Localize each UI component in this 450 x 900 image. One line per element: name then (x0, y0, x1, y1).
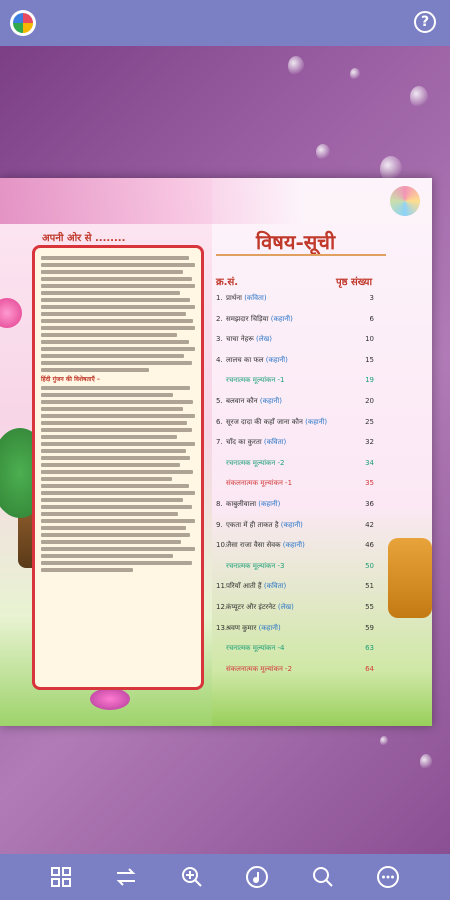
toc-row-number: 11. (216, 582, 228, 591)
toc-column-number: क्र.सं. (216, 277, 239, 288)
toc-row-page: 63 (365, 644, 374, 653)
toc-row[interactable] (216, 521, 388, 539)
toc-title: विषय-सूची (256, 230, 336, 254)
toc-row[interactable] (216, 665, 388, 683)
toc-row-page: 3 (369, 294, 374, 302)
toc-row-number: 3. (216, 335, 223, 344)
toc-row-number: 1. (216, 294, 223, 302)
top-bar (0, 0, 450, 46)
toc-row-title-text: एकता में ही ताकत है (226, 520, 279, 529)
toc-row[interactable] (216, 603, 388, 621)
toc-row-title (226, 562, 284, 571)
toc-row-page: 20 (365, 397, 374, 405)
zoom-in-icon (180, 865, 204, 889)
toc-row[interactable] (216, 335, 388, 353)
search-button[interactable] (310, 864, 336, 890)
water-drop (410, 86, 428, 108)
toc-row-page: 64 (365, 664, 374, 673)
toc-row-title-text: जैसा राजा वैसा सेवक (226, 541, 281, 550)
toc-row-title (226, 603, 294, 612)
toc-row[interactable] (216, 418, 388, 436)
water-drop (288, 56, 304, 76)
audio-button[interactable] (244, 864, 270, 890)
toc-row-title-text: संकलनात्मक मूल्यांकन -1 (226, 479, 293, 488)
water-drop (380, 736, 388, 746)
toc-row-page: 36 (365, 500, 374, 508)
toc-row-page: 6 (369, 314, 374, 323)
toc-row-title-text: बलवान कौन (226, 397, 258, 405)
toc-divider (216, 254, 386, 256)
toc-row-title-text: कंप्यूटर और इंटरनेट (226, 603, 276, 611)
toc-row-title (226, 541, 305, 550)
toc-row-title (226, 315, 293, 324)
toc-row[interactable] (216, 500, 388, 518)
swap-icon (114, 865, 138, 889)
toc-row-number: 2. (216, 314, 223, 323)
toc-row-type: (कविता) (263, 582, 287, 591)
toc-row-type: (कविता) (263, 438, 287, 447)
toc-row[interactable] (216, 582, 388, 600)
toc-row-title (226, 418, 327, 427)
features-heading: हिंदी गुंजन की विशेषताएँ – (41, 376, 100, 383)
toc-row-title-text: रचनात्मक मूल्यांकन -1 (226, 376, 285, 385)
toc-row-number: 4. (216, 355, 223, 364)
toc-row-title-text: सूरज दादा की कहाँ जाना कौन (226, 417, 303, 426)
grid-icon (49, 865, 73, 889)
toc-row-title-text: लालच का फल (226, 355, 264, 364)
toc-row-title (226, 335, 272, 344)
flower-decoration (90, 688, 130, 710)
preface-heading: अपनी ओर से ........ (42, 233, 126, 244)
bottom-toolbar (0, 854, 450, 900)
grid-button[interactable] (48, 864, 74, 890)
toc-row-page: 51 (365, 582, 374, 591)
toc-row-title-text: रचनात्मक मूल्यांकन -4 (226, 644, 285, 653)
toc-row[interactable] (216, 479, 388, 497)
toc-row-type: (कहानी) (270, 314, 293, 323)
toc-row-title (226, 500, 280, 509)
toc-row-title (226, 644, 284, 653)
toc-row-page: 19 (365, 376, 374, 385)
preface-panel (32, 245, 204, 690)
toc-row-page: 59 (365, 623, 374, 632)
toc-row-title (226, 521, 303, 530)
toc-row-title-text: समझदार चिड़िया (226, 314, 269, 323)
toc-row[interactable] (216, 438, 388, 456)
toc-row-page: 50 (365, 561, 374, 570)
toc-row[interactable] (216, 541, 388, 559)
toc-row-number: 10. (216, 541, 228, 550)
toc-row-type: (कहानी) (259, 397, 282, 405)
toc-row[interactable] (216, 562, 388, 580)
toc-row-type: (कहानी) (265, 355, 288, 364)
toc-row-number: 12. (216, 603, 228, 611)
page-turn-button[interactable] (113, 864, 139, 890)
water-drop (350, 68, 360, 80)
toc-row-title (226, 376, 284, 385)
toc-row-title (226, 397, 282, 406)
toc-row-page: 55 (365, 603, 374, 611)
toc-row-type: (कहानी) (280, 520, 303, 529)
toc-row[interactable] (216, 356, 388, 374)
toc-row-title (226, 294, 267, 303)
help-button[interactable] (414, 11, 436, 33)
toc-row-page: 42 (365, 520, 374, 529)
toc-row-title (226, 665, 292, 674)
search-icon (311, 865, 335, 889)
question-icon: ? (420, 14, 430, 30)
toc-row-title-text: काबुलीवाला (226, 500, 257, 508)
toc-row-page: 10 (365, 335, 374, 344)
toc-row-title (226, 582, 286, 591)
toc-row-title (226, 479, 292, 488)
flower-decoration (0, 298, 22, 328)
toc-row-title-text: चाचा नेहरू (226, 335, 254, 344)
toc-row[interactable] (216, 397, 388, 415)
toc-row-number: 5. (216, 397, 223, 405)
book-spread[interactable] (0, 178, 432, 726)
toc-row-page: 15 (365, 355, 374, 364)
app-logo-icon[interactable] (10, 10, 36, 36)
toc-row-page: 25 (365, 417, 374, 426)
toc-row-type: (कविता) (244, 294, 267, 302)
toc-row-page: 34 (365, 458, 374, 467)
header-swirl (0, 178, 432, 224)
toc-row-title-text: रचनात्मक मूल्यांकन -3 (226, 561, 285, 570)
toc-row[interactable] (216, 459, 388, 477)
water-drop (316, 144, 330, 160)
toc-row-title-text: श्रवण कुमार (226, 623, 257, 632)
toc-row-title (226, 624, 281, 633)
toc-row-number: 6. (216, 417, 223, 426)
toc-row[interactable] (216, 376, 388, 394)
toc-row-number: 9. (216, 520, 223, 529)
toc-row-page: 46 (365, 541, 374, 550)
toc-row-number: 7. (216, 438, 223, 447)
toc-row-type: (कहानी) (282, 541, 305, 550)
toc-row-type: (लेख) (277, 603, 294, 611)
more-icon (376, 865, 400, 889)
toc-row-title-text: रचनात्मक मूल्यांकन -2 (226, 458, 285, 467)
toc-row-number: 13. (216, 623, 228, 632)
cart-decoration (388, 538, 432, 618)
toc-row-title (226, 438, 286, 447)
toc-row[interactable] (216, 315, 388, 333)
toc-row-type: (कहानी) (258, 623, 281, 632)
toc-row-type: (लेख) (256, 335, 272, 344)
toc-row-number: 8. (216, 500, 223, 508)
toc-row-title-text: परियाँ आती हैं (226, 582, 262, 591)
toc-row-title (226, 356, 288, 365)
toc-column-page: पृष्ठ संख्या (336, 277, 373, 288)
toc-row[interactable] (216, 624, 388, 642)
zoom-in-button[interactable] (179, 864, 205, 890)
music-icon (245, 865, 269, 889)
toc-row-title-text: संकलनात्मक मूल्यांकन -2 (226, 664, 293, 673)
toc-row-page: 32 (365, 438, 374, 447)
toc-row-type: (कहानी) (305, 417, 328, 426)
toc-row-title (226, 459, 284, 468)
toc-row-type: (कहानी) (258, 500, 281, 508)
toc-row[interactable] (216, 644, 388, 662)
toc-row-title-text: चाँद का कुरता (226, 438, 262, 447)
water-drop (420, 754, 432, 770)
more-button[interactable] (375, 864, 401, 890)
toc-row-page: 35 (365, 479, 374, 488)
toc-row-title-text: प्रार्थना (226, 294, 242, 302)
toc-row[interactable] (216, 294, 388, 312)
